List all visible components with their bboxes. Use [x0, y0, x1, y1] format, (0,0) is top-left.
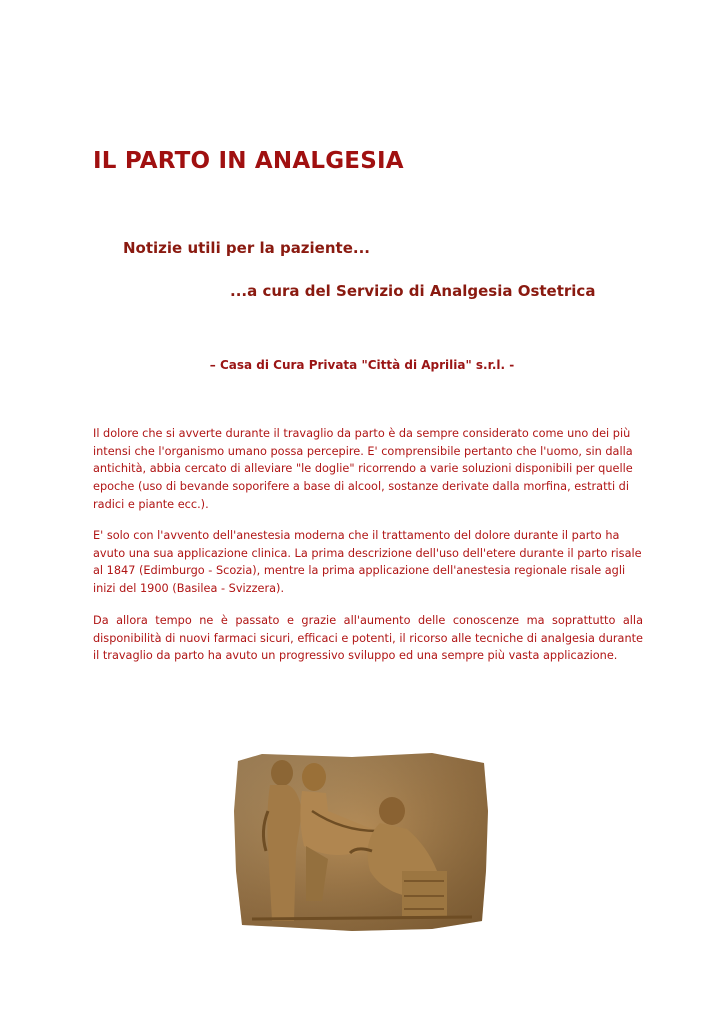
subtitle-patient-info: Notizie utili per la paziente...	[123, 239, 370, 257]
subtitle-service: ...a cura del Servizio di Analgesia Ostetrica	[230, 282, 596, 300]
paragraph-development: Da allora tempo ne è passato e grazie all'aumento delle conoscenze ma soprattutto alla disponibilità di nuovi farmaci sicuri, efficaci e potenti, il ricorso alle tecniche di analgesia durante il travaglio da parto ha avuto un progressivo sviluppo ed una sempre più vasta applicazione.	[93, 614, 643, 663]
ancient-birth-relief-image	[232, 751, 490, 932]
paragraph-history: Il dolore che si avverte durante il travaglio da parto è da sempre considerato come uno dei più intensi che l'organismo umano possa percepire. E' comprensibile pertanto che l'uomo, sin dalla antichità, abbia cercato di alleviare "le doglie" ricorrendo a varie soluzioni disponibili per quelle epoche (uso di bevande soporifere a base di alcool, sostanze derivate dalla morfina, estratti di radici e piante ecc.).	[93, 427, 633, 511]
clinic-line: – Casa di Cura Privata "Città di Aprilia" s.r.l. -	[209, 358, 515, 372]
page-title: IL PARTO IN ANALGESIA	[93, 148, 404, 174]
paragraph-anesthesia: E' solo con l'avvento dell'anestesia moderna che il trattamento del dolore durante il parto ha avuto una sua applicazione clinica. La prima descrizione dell'uso dell'etere durante il parto risale al 1847 (Edimburgo - Scozia), mentre la prima applicazione dell'anestesia regionale risale agli inizi del 1900 (Basilea - Svizzera).	[93, 529, 642, 596]
